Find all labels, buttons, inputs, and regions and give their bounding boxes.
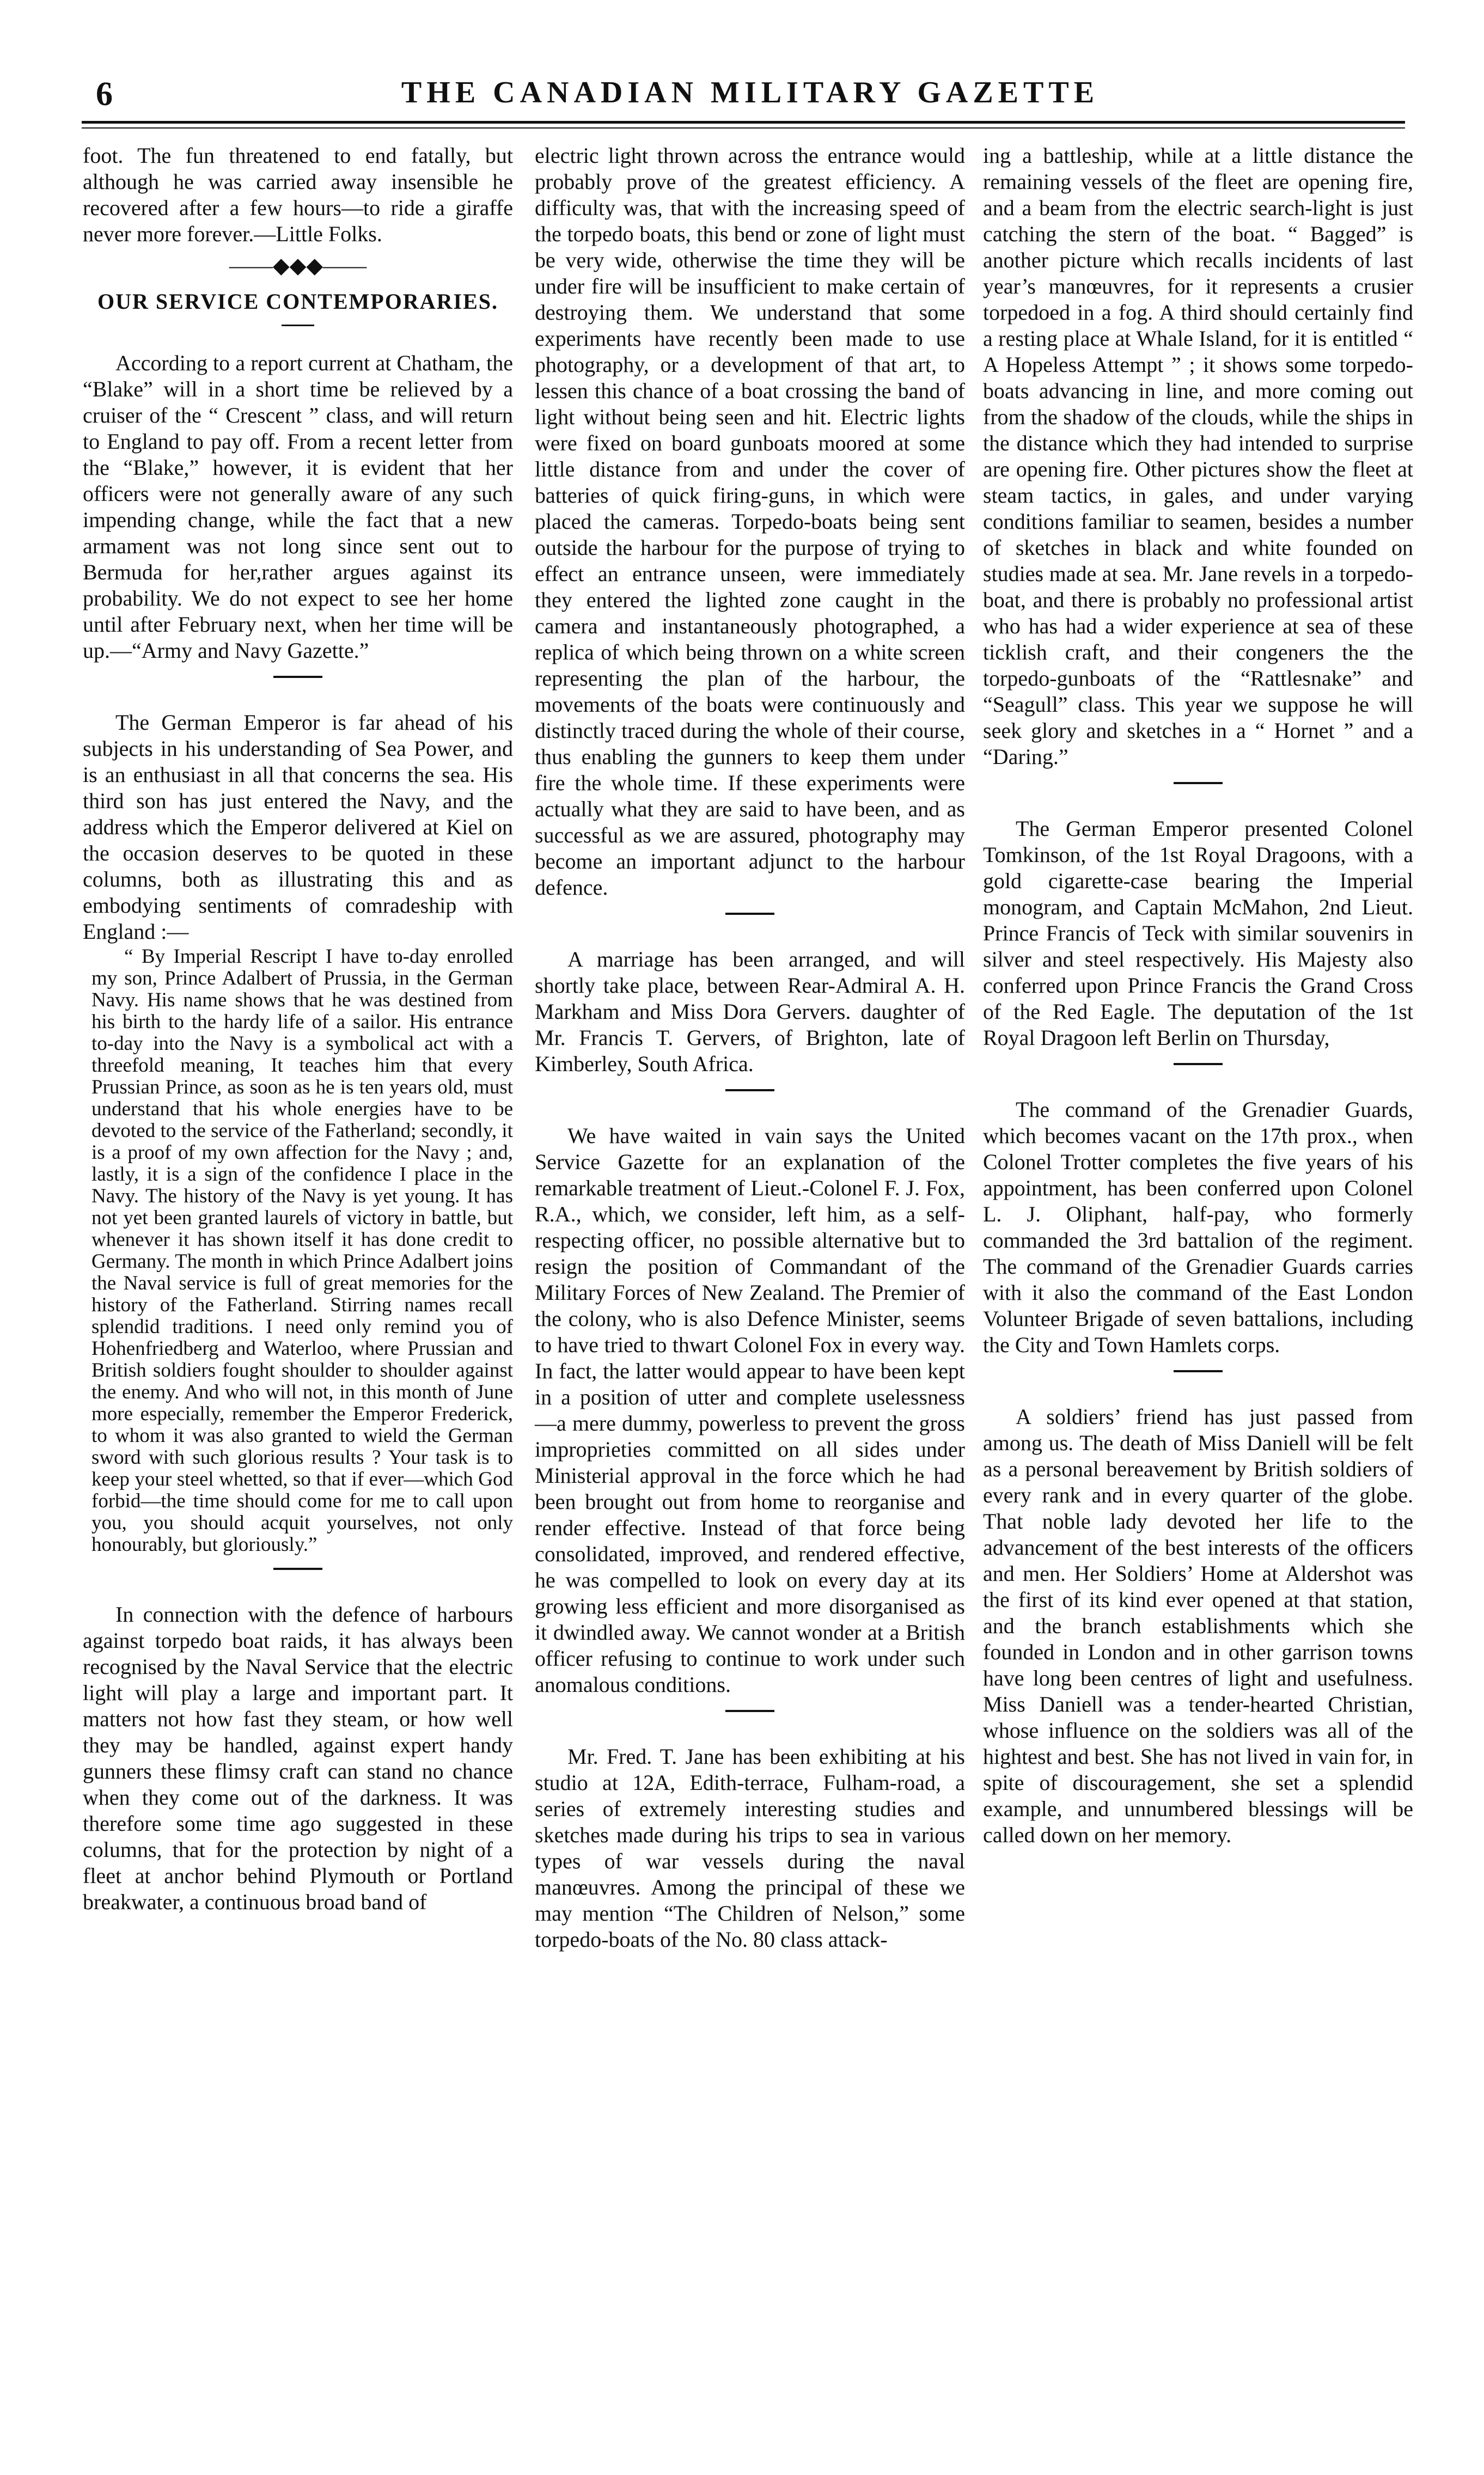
article-marriage: A marriage has been arranged, and will shortly take place, between Rear-Admiral A. H. Markham and Miss Dora Gervers. daughter of Mr. Francis T. Gervers, of Brighton, late of Kimberley, South Africa. — [535, 947, 965, 1076]
article-blake: According to a report current at Chatham, the “Blake” will in a short time be relieved by a cruiser of the “ Crescent ” class, and will return to England to pay off. From a recent letter from the “Blake,” however, it is evident that her officers were not generally aware of any such impending change, while the fact that a new armament was not long since sent out to Bermuda for her,rather argues against its probability. We do not expect to see her home until after February next, when her time will be up.—“Army and Navy Gazette.” — [83, 351, 513, 663]
emperor-quote: “ By Imperial Rescript I have to-day enrolled my son, Prince Adalbert of Prussia, in the German Navy. His name shows that he was destined from his birth to the hardy life of a sailor. His entrance to-day into the Navy is a symbolical act with a threefold meaning, It teaches him that every Prussian Prince, as soon as he is ten years old, must understand that his whole energies have to be devoted to the service of the Fatherland; secondly, it is a proof of my own affection for the Navy ; and, lastly, it is a sign of the confidence I place in the Navy. The history of the Navy is yet young. It has not yet been granted laurels of victory in battle, but whenever it has shown itself it has done credit to Germany. The month in which Prince Adalbert joins the Naval service is full of great memories for the history of the Fatherland. Stirring names recall splendid traditions. I need only remind you of Hohenfriedberg and Waterloo, where Prussian and British soldiers fought shoulder to shoulder against the enemy. And who will not, in this month of June more especially, remember the Emperor Frederick, to whom it was also granted to wield the German sword with such glorious results ? Your task is to keep your steel whetted, so that if ever—which God forbid—the time should come for me to call upon you, you should acquit yourselves, not only honourably, but gloriously.” — [91, 945, 513, 1556]
article-colonel-tomkinson: The German Emperor presented Colonel Tomkinson, of the 1st Royal Dragoons, with a gold cigarette-case bearing the Imperial monogram, and Captain McMahon, 2nd Lieut. Prince Francis of Teck with similar souvenirs in silver and steel respectively. His Majesty also conferred upon Prince Francis the Grand Cross of the Red Eagle. The deputation of the 1st Royal Dragoon left Berlin on Thursday, — [983, 816, 1413, 1050]
newspaper-title: THE CANADIAN MILITARY GAZETTE — [401, 76, 1100, 109]
column-3 — [983, 143, 1413, 1848]
divider — [1174, 1370, 1223, 1372]
divider — [725, 1089, 774, 1091]
article-torpedo-defence: In connection with the defence of harbours against torpedo boat raids, it has always been recognised by the Naval Service that the electric light will play a large and important part. It matters not how fast they steam, or how well they may be handled, against expert handy gunners these flimsy craft can stand no chance when they come out of the darkness. It was therefore some time ago suggested in these columns, that for the protection by night of a fleet at anchor behind Plymouth or Portland breakwater, a continuous broad band of — [83, 1602, 513, 1914]
ornament-divider-icon: ——◆◆◆—— — [229, 253, 367, 278]
page-number: 6 — [96, 76, 113, 113]
article-torpedo-defence-continued: electric light thrown across the entrance would probably prove of the greatest efficiency. A difficulty was, that with the increasing speed of the torpedo boats, this bend or zone of light must be very wide, otherwise the time they will be under fire will be insufficient to make certain of destroying them. We understand that some experiments have recently been made to use photography, or a development of that art, to lessen this chance of a boat crossing the band of light without being seen and hit. Electric lights were fixed on board gunboats moored at some little distance from and under the cover of batteries of quick firing-guns, in which were placed the cameras. Torpedo-boats being sent outside the harbour for the purpose of trying to effect an entrance unseen, were immediately they entered the lighted zone caught in the camera and instantaneously photographed, a replica of which being thrown on a white screen representing the plan of the harbour, the movements of the boats were continuously and distinctly traced during the whole of their course, thus enabling the gunners to keep them under fire the whole time. If these experiments were actually what they are said to have been, and as successful as we are assured, photography may become an important adjunct to the harbour defence. — [535, 143, 965, 900]
divider — [273, 1568, 322, 1570]
divider — [1174, 1063, 1223, 1065]
header-rule — [82, 121, 1405, 124]
header-rule-thin — [82, 127, 1405, 129]
article-german-emperor: The German Emperor is far ahead of his subjects in his understanding of Sea Power, and is an enthusiast in all that concerns the sea. His third son has just entered the Navy, and the address which the Emperor delivered at Kiel on the occasion deserves to be quoted in these columns, both as illustrating this and as embodying sentiments of comradeship with England :— — [83, 710, 513, 944]
column-1 — [83, 143, 513, 1915]
article-miss-daniell: A soldiers’ friend has just passed from among us. The death of Miss Daniell will be felt as a personal bereavement by British soldiers of every rank and in every quarter of the globe. That noble lady devoted her life to the advancement of the best interests of the officers and men. Her Soldiers’ Home at Aldershot was the first of its kind ever opened at that station, and the branch establishments which she founded in London and in other garrison towns have long been centres of light and usefulness. Miss Daniell was a tender-hearted Christian, whose influence on the soldiers was all of the hightest and best. She has not lived in vain for, in spite of discouragement, she set a splendid example, and unnumbered blessings will be called down on her memory. — [983, 1404, 1413, 1847]
section-title: OUR SERVICE CONTEMPORARIES. — [97, 289, 498, 314]
column-2 — [535, 143, 965, 1953]
article-grenadier-guards: The command of the Grenadier Guards, which becomes vacant on the 17th prox., when Colonel Trotter completes the five years of his appointment, has been conferred upon Colonel L. J. Oliphant, half-pay, who formerly commanded the 3rd battalion of the regiment. The command of the Grenadier Guards carries with it also the command of the East London Volunteer Brigade of seven battalions, including the City and Town Hamlets corps. — [983, 1097, 1413, 1357]
page-header — [82, 75, 1419, 113]
article-colonel-fox: We have waited in vain says the United Service Gazette for an explanation of the remarkable treatment of Lieut.-Colonel F. J. Fox, R.A., which, we consider, left him, as a self-respecting officer, no possible alternative but to resign the position of Commandant of the Military Forces of New Zealand. The Premier of the colony, who is also Defence Minister, seems to have tried to thwart Colonel Fox in every way. In fact, the latter would appear to have been kept in a position of utter and complete uselessness —a mere dummy, powerless to prevent the gross improprieties committed on all sides under Ministerial approval in the force which he had been brought out from home to reorganise and render effective. Instead of that force being consolidated, improved, and rendered effective, he was compelled to look on every day at its growing less efficient and more disorganised as it dwindled away. We cannot wonder at a British officer refusing to continue to work under such anomalous conditions. — [535, 1123, 965, 1697]
article-fred-jane: Mr. Fred. T. Jane has been exhibiting at his studio at 12A, Edith-terrace, Fulham-road, a series of extremely interesting studies and sketches made during his trips to sea in various types of war vessels during the naval manœuvres. Among the principal of these we may mention “The Children of Nelson,” some torpedo-boats of the No. 80 class attack- — [535, 1744, 965, 1952]
article-intro-continued: foot. The fun threatened to end fatally, but although he was carried away insensible he recovered after a few hours—to ride a giraffe never more forever.—Little Folks. — [83, 143, 513, 246]
divider — [725, 1710, 774, 1712]
divider — [282, 325, 314, 326]
divider — [725, 913, 774, 915]
article-fred-jane-continued: ing a battleship, while at a little distance the remaining vessels of the fleet are opening fire, and a beam from the electric search-light is just catching the stern of the boat. “ Bagged” is another picture which recalls incidents of last year’s manœuvres, for it represents a crusier torpedoed in a fog. A third should certainly find a resting place at Whale Island, for it is entitled “ A Hopeless Attempt ” ; it shows some torpedo-boats advancing in line, and more coming out from the shadow of the clouds, while the ships in the distance which they had intended to surprise are opening fire. Other pictures show the fleet at steam tactics, in gales, and under varying conditions familiar to seamen, besides a number of sketches in black and white founded on studies made at sea. Mr. Jane revels in a torpedo-boat, and there is probably no professional artist who has had a wider experience at sea of these ticklish craft, and their congeners the the torpedo-gunboats of the “Rattlesnake” and “Seagull” class. This year we suppose he will seek glory and sketches in a “ Hornet ” and a “Daring.” — [983, 143, 1413, 769]
divider — [273, 676, 322, 678]
divider — [1174, 782, 1223, 784]
